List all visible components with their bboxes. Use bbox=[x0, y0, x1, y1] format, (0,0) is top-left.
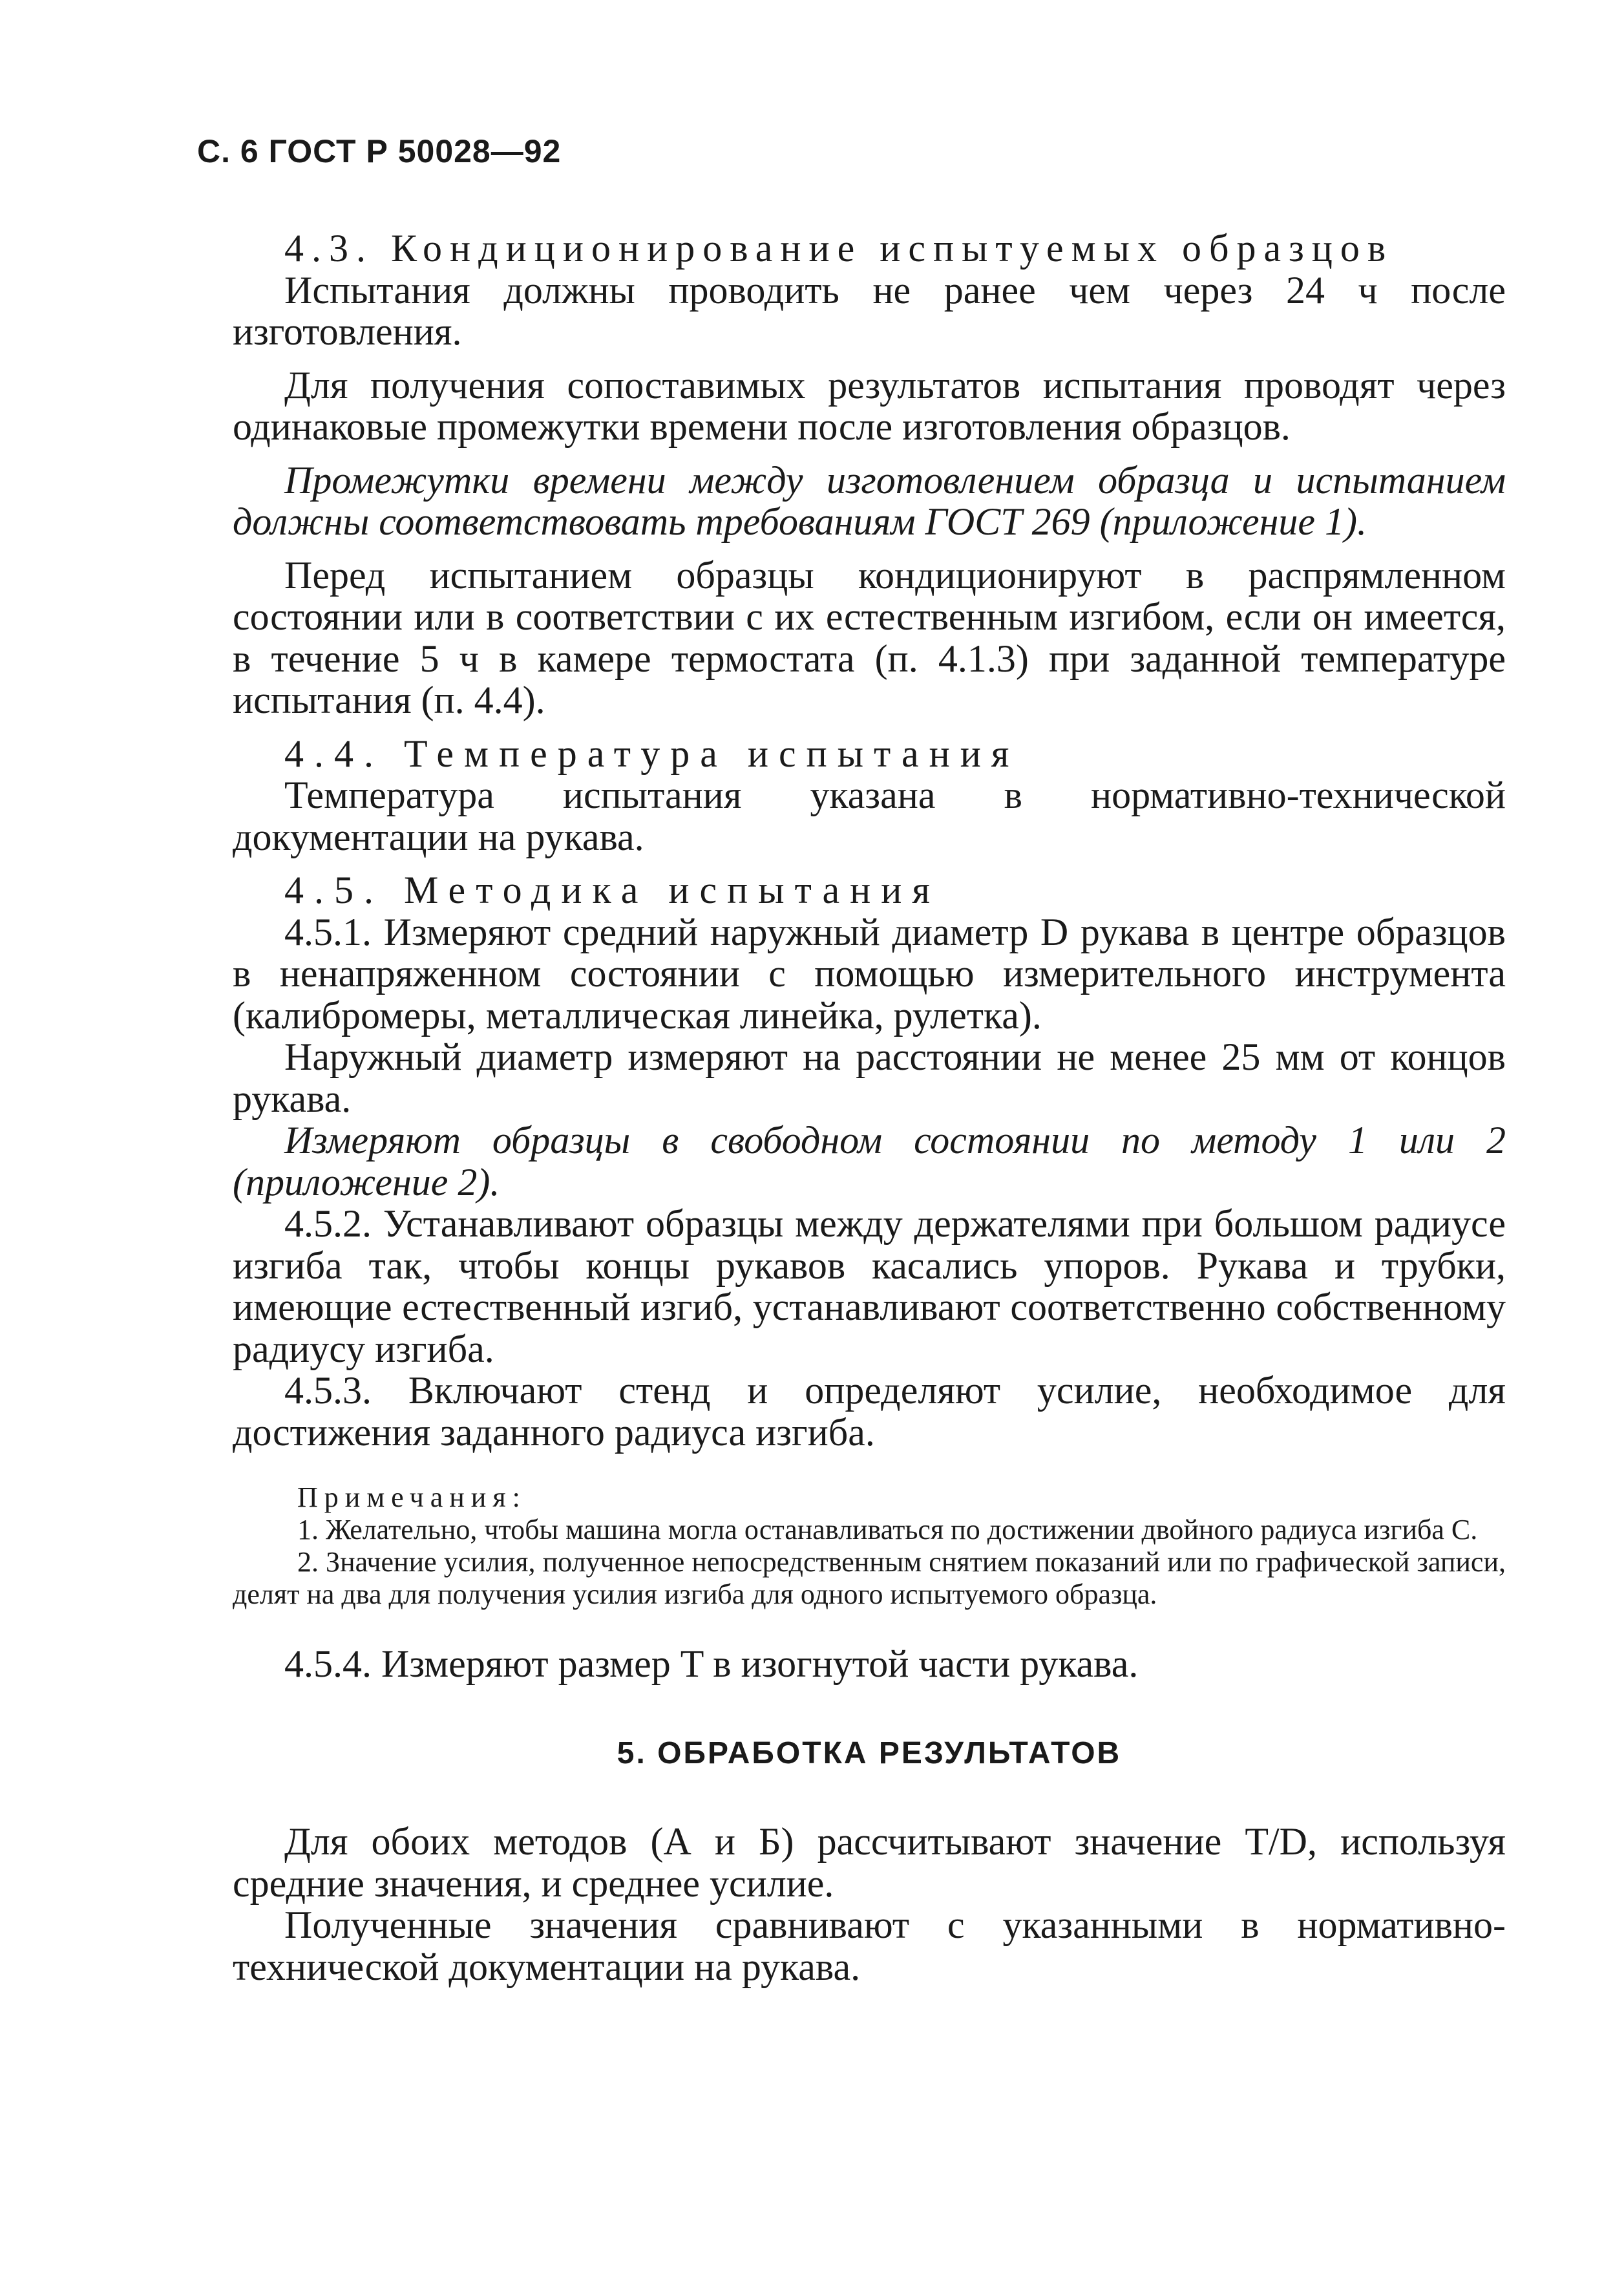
note-1: 1. Желательно, чтобы машина могла останавливаться по достижении двойного радиуса изгиба C. bbox=[297, 1514, 1478, 1545]
section-4-3-paragraph-3: Промежутки времени между изготовлением образца и испытанием должны соответствовать требованиям ГОСТ 269 (приложение 1). bbox=[233, 458, 1506, 543]
note-2: 2. Значение усилия, полученное непосредственным снятием показаний или по графической записи, делят на два для получения усилия изгиба для одного испытуемого образца. bbox=[233, 1546, 1506, 1610]
notes-block bbox=[233, 1481, 1506, 1611]
section-4-4-paragraph-1: Температура испытания указана в нормативно-технической документации на рукава. bbox=[233, 774, 1506, 858]
notes-title: Примечания: bbox=[297, 1481, 527, 1513]
section-4-3-title: 4.3. Кондиционирование испытуемых образцов bbox=[284, 227, 1394, 270]
section-5-paragraph-1: Для обоих методов (А и Б) рассчитывают значение T/D, используя средние значения, и среднее усилие. bbox=[233, 1820, 1506, 1905]
section-4-5-1-paragraph: 4.5.1. Измеряют средний наружный диаметр D рукава в центре образцов в ненапряженном состоянии с помощью измерительного инструмента (калибромеры, металлическая линейка, рулетка). bbox=[233, 910, 1506, 1037]
section-4-3-paragraph-2: Для получения сопоставимых результатов испытания проводят через одинаковые промежутки времени после изготовления образцов. bbox=[233, 363, 1506, 448]
section-4-5-1-paragraph-c: Измеряют образцы в свободном состоянии по методу 1 или 2 (приложение 2). bbox=[233, 1119, 1506, 1204]
section-4-5-3-paragraph: 4.5.3. Включают стенд и определяют усилие, необходимое для достижения заданного радиуса изгиба. bbox=[233, 1369, 1506, 1454]
document-body bbox=[233, 228, 1506, 1988]
section-4-3-paragraph-1: Испытания должны проводить не ранее чем через 24 ч после изготовления. bbox=[233, 268, 1506, 353]
section-4-4-title: 4.4. Температура испытания bbox=[284, 732, 1020, 775]
section-4-5-2-paragraph: 4.5.2. Устанавливают образцы между держателями при большом радиусе изгиба так, чтобы концы рукавов касались упоров. Рукава и трубки, имеющие естественный изгиб, устанавливают соответственно собственному радиусу изгиба. bbox=[233, 1202, 1506, 1370]
section-4-5-title: 4.5. Методика испытания bbox=[284, 869, 940, 911]
page-header: С. 6 ГОСТ Р 50028—92 bbox=[197, 133, 562, 169]
section-5-paragraph-2: Полученные значения сравнивают с указанными в нормативно-технической документации на рукава. bbox=[233, 1904, 1506, 1988]
section-5-title: 5. ОБРАБОТКА РЕЗУЛЬТАТОВ bbox=[617, 1735, 1122, 1770]
section-4-5-4-paragraph: 4.5.4. Измеряют размер T в изогнутой части рукава. bbox=[284, 1642, 1139, 1685]
section-4-3-paragraph-4: Перед испытанием образцы кондиционируют в распрямленном состоянии или в соответствии с их естественным изгибом, если он имеется, в течение 5 ч в камере термостата (п. 4.1.3) при заданной температуре испытания (п. 4.4). bbox=[233, 553, 1506, 721]
section-4-5-1-paragraph-b: Наружный диаметр измеряют на расстоянии не менее 25 мм от концов рукава. bbox=[233, 1035, 1506, 1120]
